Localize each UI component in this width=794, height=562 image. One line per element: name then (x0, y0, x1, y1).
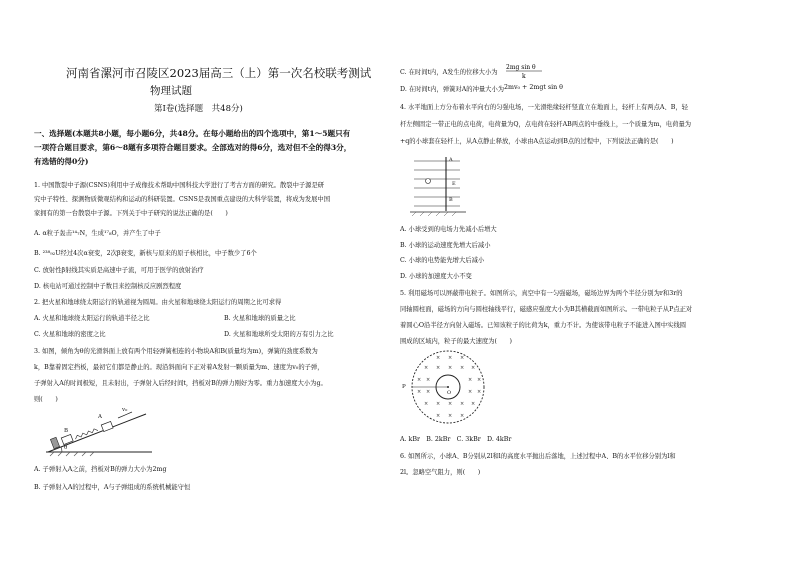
svg-text:×: × (448, 355, 453, 361)
svg-text:×: × (426, 389, 431, 395)
q3-text: 3. 如图，倾角为θ的光滑斜面上放有两个用轻弹簧相连的小物块A和B(质量均为m)，弹簧的劲度系数为 (34, 348, 318, 355)
svg-text:×: × (477, 389, 482, 395)
q3-option-a: A. 子弹射入A之前，挡板对B的弹力大小为2mg (34, 466, 167, 473)
q4-text: +q的小球套在轻杆上，从A点静止释放，小球由A点运动到B点的过程中，下列说法正确的是( ) (400, 138, 674, 145)
svg-text:×: × (436, 365, 441, 371)
svg-text:×: × (417, 377, 422, 383)
exam-title: 河南省漯河市召陵区2023届高三（上）第一次名校联考测试 (66, 66, 372, 80)
q4-option-b: B. 小球的运动速度先增大后减小 (400, 242, 491, 249)
svg-text:×: × (426, 377, 431, 383)
field-figure (408, 151, 470, 219)
instructions-line: 有选错的得0分) (34, 157, 89, 166)
svg-text:×: × (460, 365, 465, 371)
q5-options: A. kBr B. 2kBr C. 3kBr D. 4kBr (400, 436, 512, 443)
instructions-line: 一、选择题(本题共8小题，每小题6分，共48分。在每小题给出的四个选项中，第1～5题只有 (34, 129, 351, 138)
fig4-label-b: B (449, 197, 453, 203)
svg-text:×: × (448, 401, 453, 407)
svg-text:2mg sin θ: 2mg sin θ (506, 64, 536, 71)
svg-text:×: × (468, 389, 473, 395)
fig5-label-p: P (402, 384, 406, 390)
formula-d: 2mv₀ + 2mgt sin θ (504, 84, 563, 91)
q5-text: 同轴圆柱面，磁场的方向与圆柱轴线平行，磁感应强度大小为B其横截面如图所示。一带电粒子从P点正对 (400, 306, 693, 313)
q6-text: 6. 如图所示，小球A、B分别从2l和l的高度水平抛出后落地，上述过程中A、B的水平位移分别为l和 (400, 453, 676, 460)
q2-text: 2. 把火星和地球绕太阳运行的轨道视为圆周。由火星和地球绕太阳运行的周期之比可求得 (34, 299, 282, 306)
q3-option-b: B. 子弹射入A的过程中，A与子弹组成的系统机械能守恒 (34, 484, 191, 491)
fig4-label-a: A (449, 157, 453, 163)
q4-option-a: A. 小球受到的电场力先减小后增大 (400, 226, 497, 233)
svg-text:×: × (436, 355, 441, 361)
q3-text: k，B靠着固定挡板，最初它们都是静止的。现沿斜面向下正对着A发射一颗质量为m、速度为v₀的子弹， (34, 364, 324, 371)
q5-text: 围成的区域内，粒子的最大速度为( ) (400, 338, 512, 345)
q4-text: 4. 水平地面上方分布着水平向右的匀强电场，一光滑绝缘轻杆竖直立在地面上，轻杆上有两点A、B，轻 (400, 104, 688, 111)
q1-text: 家拥有的第一台散裂中子源。下列关于中子研究的说法正确的是( ) (34, 210, 228, 217)
svg-text:×: × (448, 413, 453, 419)
q3-text: 则( ) (34, 396, 58, 403)
fig-label-a: A (98, 414, 102, 420)
svg-text:×: × (436, 401, 441, 407)
q2-option-d: D. 火星和地球所受太阳的万有引力之比 (224, 331, 334, 338)
q4-text: 杆左侧固定一带正电的点电荷，电荷量为Q，点电荷在轻杆AB两点的中垂线上，一个质量为m，电荷量为 (400, 121, 692, 128)
q3-text: 子弹射入A的时间极短，且未射出，子弹射入后经时间t，挡板对B的弹力刚好为零。重力加速度大小为g。 (34, 380, 327, 387)
magnetic-field-figure (408, 347, 488, 427)
q1-option-c: C. 放射性β射线其实质是高速中子流，可用于医学的放射治疗 (34, 267, 204, 274)
q2-option-c: C. 火星和地球的密度之比 (34, 331, 106, 338)
q3-option-c: C. 在时间t内，A发生的位移大小为 (400, 69, 498, 76)
exam-subtitle: 物理试题 (150, 85, 192, 97)
svg-text:×: × (424, 401, 429, 407)
formula-c (504, 62, 574, 80)
q4-option-d: D. 小球的加速度大小不变 (400, 273, 472, 280)
fig5-label-o: O (447, 390, 452, 396)
svg-text:×: × (448, 365, 453, 371)
fig-label-theta: θ (64, 445, 68, 451)
svg-text:×: × (460, 413, 465, 419)
svg-text:×: × (417, 389, 422, 395)
q4-option-c: C. 小球的电势能先增大后减小 (400, 257, 485, 264)
q1-option-d: D. 核电站可通过控制中子数目来控制核反应剧烈程度 (34, 283, 182, 290)
svg-text:×: × (477, 377, 482, 383)
q1-text: 1. 中国散裂中子源(CSNS)利用中子成像技术帮助中国科技大学进行了考古方面的研究。散裂中子源是研 (34, 182, 325, 189)
svg-text:×: × (471, 401, 476, 407)
section-heading: 第Ⅰ卷(选择题 共48分) (154, 104, 243, 114)
svg-text:×: × (436, 413, 441, 419)
fig-label-v0: v₀ (122, 407, 128, 413)
q2-option-a: A. 火星和地球绕太阳运行的轨道半径之比 (34, 315, 150, 322)
fig4-label-e: E (452, 181, 456, 187)
fig-label-b: B (64, 428, 69, 434)
q1-text: 究中子特性、探测物质微观结构和运动的科研装置。CSNS是我国重点建设的大科学装置，将成为发展中国 (34, 196, 331, 203)
svg-text:×: × (471, 365, 476, 371)
q2-option-b: B. 火星和地球的质量之比 (224, 315, 296, 322)
svg-text:×: × (460, 355, 465, 361)
q1-option-a: A. α粒子轰击¹⁴₇N，生成¹⁷₈O，并产生了中子 (34, 230, 161, 237)
q5-text: 着圆心O沿半径方向射入磁场。已知该粒子的比荷为k，重力不计。为使该带电粒子不能进入图中实线圆 (400, 322, 687, 329)
q5-text: 5. 利用磁场可以屏蔽带电粒子。如图所示，真空中有一匀强磁场，磁场边界为两个半径分别为r和3r的 (400, 290, 683, 297)
instructions-line: 一项符合题目要求，第6～8题有多项符合题目要求。全部选对的得6分，选对但不全的得3分， (34, 143, 352, 152)
q1-option-b: B. ²³⁸₉₂U经过4次α衰变，2次β衰变，新核与原来的原子核相比，中子数少了6个 (34, 250, 257, 257)
svg-text:k: k (522, 73, 526, 80)
svg-text:×: × (424, 365, 429, 371)
q6-text: 2l。忽略空气阻力，则( ) (400, 469, 481, 476)
svg-text:×: × (460, 401, 465, 407)
svg-text:×: × (468, 377, 473, 383)
q3-option-d: D. 在时间t内，弹簧对A的冲量大小为 (400, 86, 505, 93)
